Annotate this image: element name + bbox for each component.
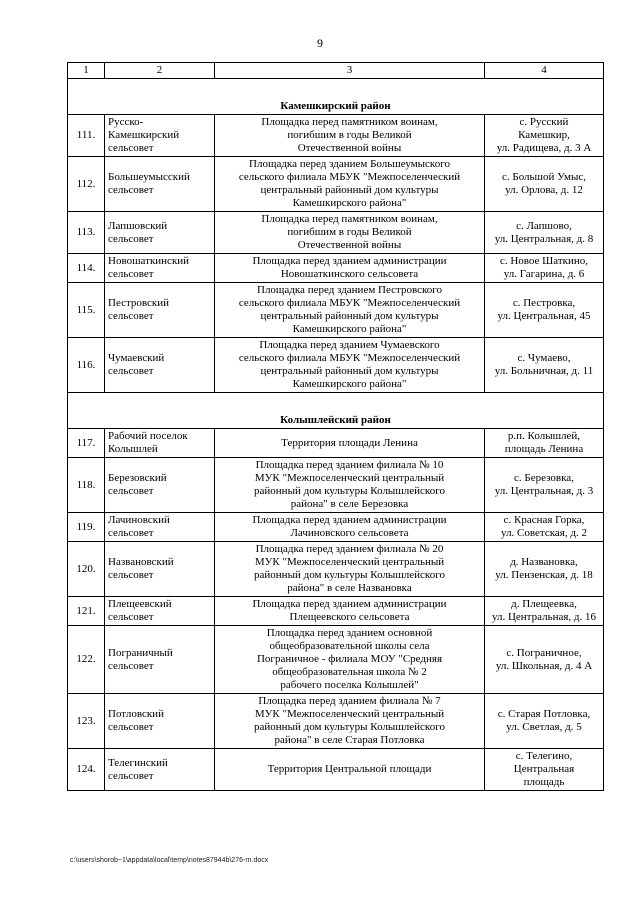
venue-address: с. Большой Умыс, ул. Орлова, д. 12 bbox=[485, 157, 604, 212]
settlement-name: Пограничный сельсовет bbox=[105, 626, 215, 694]
section-spacer-row bbox=[68, 393, 604, 414]
row-number: 112. bbox=[68, 157, 105, 212]
settlement-name: Названовский сельсовет bbox=[105, 542, 215, 597]
row-number: 117. bbox=[68, 429, 105, 458]
settlement-name: Потловский сельсовет bbox=[105, 694, 215, 749]
venue-address: с. Новое Шаткино, ул. Гагарина, д. 6 bbox=[485, 254, 604, 283]
venue-description: Территория площади Ленина bbox=[215, 429, 485, 458]
venue-description: Территория Центральной площади bbox=[215, 749, 485, 791]
section-title: Колышлейский район bbox=[68, 413, 604, 429]
settlement-name: Чумаевский сельсовет bbox=[105, 338, 215, 393]
venue-description: Площадка перед зданием основной общеобразовательной школы села Пограничное - филиала МОУ "Средняя общеобразовательная школа № 2 рабочего поселка Колышлей" bbox=[215, 626, 485, 694]
footer-file-path: c:\users\shorob~1\appdata\local\temp\notes87944b\276-rn.docx bbox=[70, 857, 269, 864]
row-number: 122. bbox=[68, 626, 105, 694]
table-row bbox=[68, 542, 604, 597]
row-number: 124. bbox=[68, 749, 105, 791]
table-row bbox=[68, 429, 604, 458]
venue-description: Площадка перед зданием филиала № 20 МУК "Межпоселенческий центральный районный дом культуры Колышлейского района" в селе Названовка bbox=[215, 542, 485, 597]
settlement-name: Пестровский сельсовет bbox=[105, 283, 215, 338]
venue-description: Площадка перед зданием администрации Плещеевского сельсовета bbox=[215, 597, 485, 626]
table-row bbox=[68, 212, 604, 254]
section-spacer-row bbox=[68, 79, 604, 100]
venue-address: с. Телегино, Центральная площадь bbox=[485, 749, 604, 791]
table-row bbox=[68, 115, 604, 157]
header-col-3: 3 bbox=[215, 63, 485, 79]
page-number: 9 bbox=[317, 36, 323, 50]
venue-description: Площадка перед зданием Пестровского сельского филиала МБУК "Межпоселенческий центральный районный дом культуры Камешкирского района" bbox=[215, 283, 485, 338]
row-number: 115. bbox=[68, 283, 105, 338]
venue-description: Площадка перед зданием администрации Новошаткинского сельсовета bbox=[215, 254, 485, 283]
venue-description: Площадка перед памятником воинам, погибшим в годы Великой Отечественной войны bbox=[215, 115, 485, 157]
table-row bbox=[68, 694, 604, 749]
table-row bbox=[68, 597, 604, 626]
row-number: 123. bbox=[68, 694, 105, 749]
table-row bbox=[68, 513, 604, 542]
row-number: 121. bbox=[68, 597, 105, 626]
section-title-row bbox=[68, 99, 604, 115]
settlement-name: Рабочий поселок Колышлей bbox=[105, 429, 215, 458]
venue-address: с. Лапшово, ул. Центральная, д. 8 bbox=[485, 212, 604, 254]
header-col-4: 4 bbox=[485, 63, 604, 79]
settlement-name: Русско- Камешкирский сельсовет bbox=[105, 115, 215, 157]
venue-address: д. Плещеевка, ул. Центральная, д. 16 bbox=[485, 597, 604, 626]
venue-description: Площадка перед зданием филиала № 7 МУК "Межпоселенческий центральный районный дом культуры Колышлейского района" в селе Старая Потловка bbox=[215, 694, 485, 749]
settlement-name: Новошаткинский сельсовет bbox=[105, 254, 215, 283]
section-title: Камешкирский район bbox=[68, 99, 604, 115]
venue-description: Площадка перед зданием филиала № 10 МУК "Межпоселенческий центральный районный дом культуры Колышлейского района" в селе Березовка bbox=[215, 458, 485, 513]
header-col-2: 2 bbox=[105, 63, 215, 79]
row-number: 113. bbox=[68, 212, 105, 254]
settlement-name: Большеумысский сельсовет bbox=[105, 157, 215, 212]
settlement-name: Плещеевский сельсовет bbox=[105, 597, 215, 626]
table-row bbox=[68, 749, 604, 791]
row-number: 120. bbox=[68, 542, 105, 597]
row-number: 116. bbox=[68, 338, 105, 393]
table-row bbox=[68, 338, 604, 393]
venue-description: Площадка перед зданием Большеумыского сельского филиала МБУК "Межпоселенческий центральный районный дом культуры Камешкирского района" bbox=[215, 157, 485, 212]
table-row bbox=[68, 283, 604, 338]
table-row bbox=[68, 254, 604, 283]
settlement-name: Березовский сельсовет bbox=[105, 458, 215, 513]
venue-address: с. Пестровка, ул. Центральная, 45 bbox=[485, 283, 604, 338]
document-table bbox=[67, 62, 604, 791]
venue-address: с. Красная Горка, ул. Советская, д. 2 bbox=[485, 513, 604, 542]
venue-address: р.п. Колышлей, площадь Ленина bbox=[485, 429, 604, 458]
venue-address: с. Пограничное, ул. Школьная, д. 4 А bbox=[485, 626, 604, 694]
venue-address: с. Русский Камешкир, ул. Радищева, д. 3 А bbox=[485, 115, 604, 157]
venue-address: д. Названовка, ул. Пензенская, д. 18 bbox=[485, 542, 604, 597]
header-col-1: 1 bbox=[68, 63, 105, 79]
settlement-name: Телегинский сельсовет bbox=[105, 749, 215, 791]
section-spacer bbox=[68, 79, 604, 100]
row-number: 114. bbox=[68, 254, 105, 283]
venue-address: с. Старая Потловка, ул. Светлая, д. 5 bbox=[485, 694, 604, 749]
venue-description: Площадка перед зданием Чумаевского сельского филиала МБУК "Межпоселенческий центральный районный дом культуры Камешкирского района" bbox=[215, 338, 485, 393]
table-row bbox=[68, 458, 604, 513]
row-number: 119. bbox=[68, 513, 105, 542]
table-row bbox=[68, 157, 604, 212]
table-row bbox=[68, 626, 604, 694]
venue-description: Площадка перед зданием администрации Лачиновского сельсовета bbox=[215, 513, 485, 542]
venue-description: Площадка перед памятником воинам, погибшим в годы Великой Отечественной войны bbox=[215, 212, 485, 254]
row-number: 118. bbox=[68, 458, 105, 513]
section-spacer bbox=[68, 393, 604, 414]
section-title-row bbox=[68, 413, 604, 429]
table-header-row bbox=[68, 63, 604, 79]
venue-address: с. Березовка, ул. Центральная, д. 3 bbox=[485, 458, 604, 513]
settlement-name: Лапшовский сельсовет bbox=[105, 212, 215, 254]
venue-address: с. Чумаево, ул. Больничная, д. 11 bbox=[485, 338, 604, 393]
settlement-name: Лачиновский сельсовет bbox=[105, 513, 215, 542]
row-number: 111. bbox=[68, 115, 105, 157]
